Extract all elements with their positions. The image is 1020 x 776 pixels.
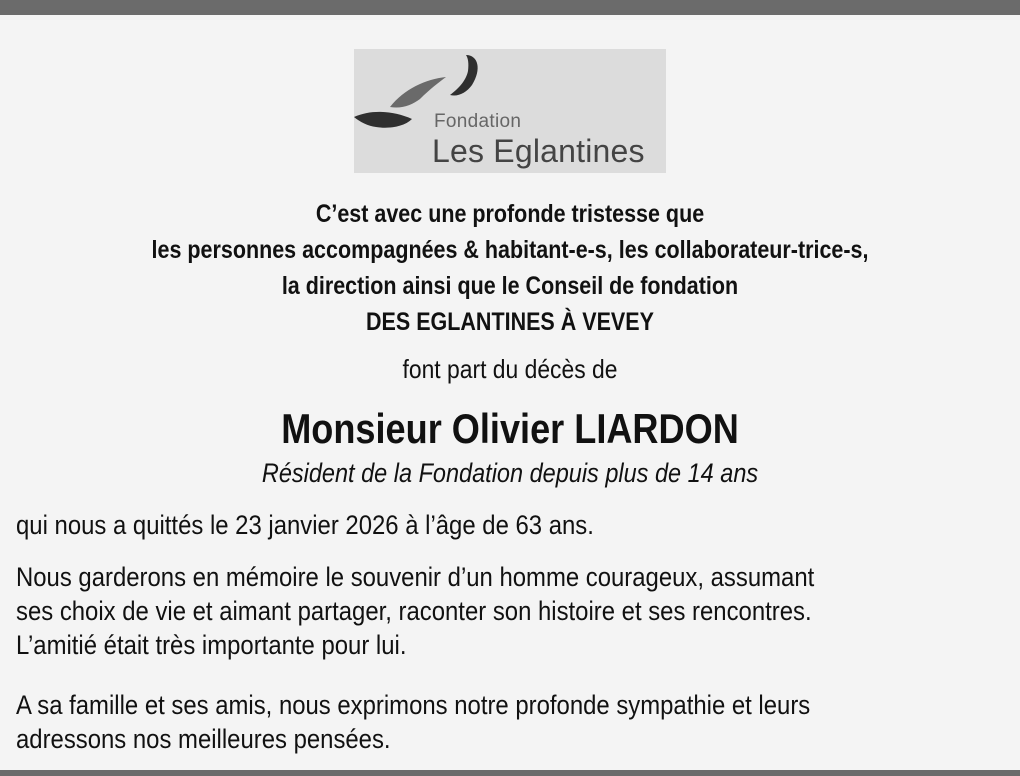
announcement: font part du décès de	[402, 354, 618, 384]
intro-block	[71, 196, 948, 340]
paragraph-line: L’amitié était très importante pour lui.	[16, 630, 407, 660]
top-border	[0, 0, 1020, 15]
paragraph-memory	[16, 560, 1007, 662]
paragraph-condolences	[16, 688, 1007, 756]
paragraph-line: adressons nos meilleures pensées.	[16, 724, 391, 754]
deceased-name: Monsieur Olivier LIARDON	[281, 405, 739, 452]
paragraph-line: A sa famille et ses amis, nous exprimons notre profonde sympathie et leurs	[16, 690, 811, 720]
bottom-border	[0, 770, 1020, 776]
intro-line: les personnes accompagnées & habitant-e-s, les collaborateur-trice-s,	[151, 236, 869, 264]
logo-title: Les Eglantines	[432, 133, 645, 169]
paragraph-passing	[16, 508, 1007, 542]
deceased-role: Résident de la Fondation depuis plus de 14 ans	[261, 458, 759, 488]
intro-line: la direction ainsi que le Conseil de fondation	[281, 272, 739, 300]
paragraph-line: qui nous a quittés le 23 janvier 2026 à l’âge de 63 ans.	[16, 510, 594, 540]
intro-line: C’est avec une profonde tristesse que	[315, 200, 705, 228]
paragraph-line: ses choix de vie et aimant partager, raconter son histoire et ses rencontres.	[16, 596, 812, 626]
foundation-logo	[354, 49, 666, 173]
intro-line: DES EGLANTINES À VEVEY	[366, 308, 654, 336]
logo-subtitle: Fondation	[434, 111, 522, 132]
paragraph-line: Nous garderons en mémoire le souvenir d’un homme courageux, assumant	[16, 562, 815, 592]
